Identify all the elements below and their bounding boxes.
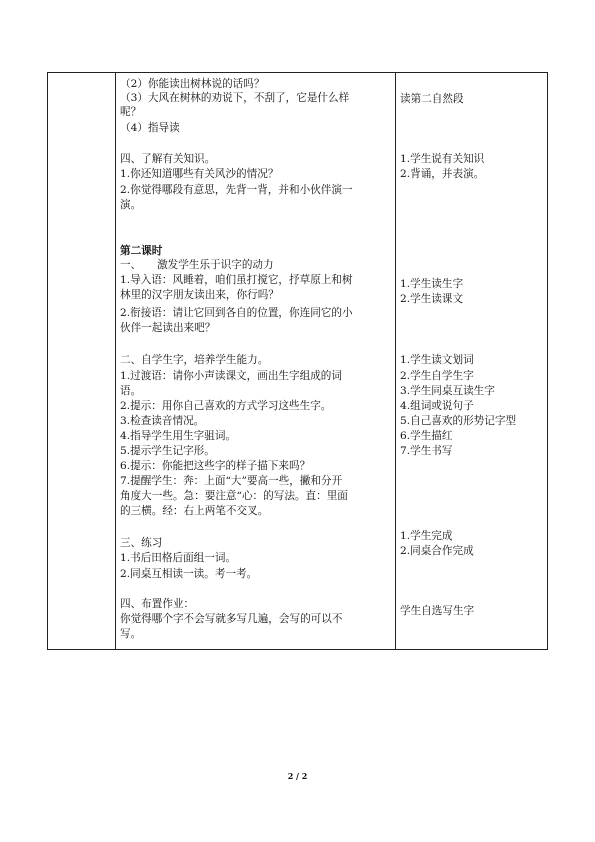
student-activity-line: 3.学生同桌互读生字: [400, 385, 495, 397]
student-activity-line: 1.学生完成: [400, 530, 453, 542]
teaching-step-line: 5.提示学生记字形。: [120, 445, 215, 457]
student-activity-line: 2.同桌合作完成: [400, 545, 474, 557]
teaching-step-line: 3.检查读音情况。: [120, 415, 205, 427]
teaching-step-line: （2）你能读出树林说的话吗？: [120, 78, 265, 90]
teaching-step-line: 呢？: [120, 106, 142, 118]
teaching-step-line: 三、练习: [120, 537, 163, 549]
lesson-table: [47, 72, 548, 650]
teaching-step-line: 你觉得哪个字不会写就多写几遍，会写的可以不: [120, 613, 343, 625]
page-number: 2 / 2: [287, 771, 308, 781]
teaching-step-line: 1.书后田格后面组一词。: [120, 552, 237, 564]
student-activity-line: 1.学生说有关知识: [400, 153, 485, 165]
teaching-step-line: 4.指导学生用生字驵词。: [120, 430, 237, 442]
student-activity-line: 4.组词或说句子: [400, 400, 474, 412]
teaching-step-line: 伙伴一起读出来吧？: [120, 322, 216, 334]
teaching-step-line: 6.提示：你能把这些字的样子描下来吗？: [120, 460, 311, 472]
teaching-step-line: 2.衔接语：请让它回到各自的位置，你连同它的小: [120, 307, 353, 319]
student-activity-line: 7.学生书写: [400, 445, 453, 457]
student-activity-line: 学生自选写生字: [400, 605, 475, 617]
student-activity-line: 1.学生读文划词: [400, 354, 474, 366]
teaching-step-line: 语。: [120, 385, 142, 397]
teaching-step-line: 2.同桌互相读一读。考一考。: [120, 568, 258, 580]
teaching-step-line: （3）大风在树林的劝说下，不刮了，它是什么样: [120, 92, 350, 104]
student-activity-line: 6.学生描红: [400, 430, 453, 442]
teaching-step-line: 7.提醒学生：奔：上面“大”要高一些，撇和分开: [120, 475, 343, 487]
student-activity-line: 读第二自然段: [400, 93, 464, 105]
teaching-step-line: 的三横。经：右上两笔不交叉。: [120, 505, 269, 517]
student-activity-line: 2.学生自学生字: [400, 370, 474, 382]
teaching-step-line: 二、自学生字，培养学生能力。: [120, 354, 269, 366]
teaching-step-line: （4）指导读: [120, 122, 180, 134]
student-activity-line: 2.学生读课文: [400, 293, 464, 305]
teaching-step-line: 四、了解有关知识。: [120, 153, 216, 165]
student-activity-line: 2.背诵，并表演。: [400, 168, 485, 180]
teaching-step-line: 一、 激发学生乐于识字的动力: [120, 259, 274, 271]
teaching-step-line: 写。: [120, 628, 142, 640]
column-divider-right: [395, 73, 396, 649]
student-activity-line: 5.自己喜欢的形势记字型: [400, 415, 517, 427]
teaching-step-line: 1.你还知道哪些有关风沙的情况？: [120, 168, 279, 180]
student-activity-line: 1.学生读生字: [400, 278, 464, 290]
teaching-step-line: 角度大一些。急：要注意“心：的写法。直：里面: [120, 490, 348, 502]
column-divider-left: [115, 73, 116, 649]
teaching-step-line: 四、布置作业：: [120, 598, 195, 610]
teaching-step-line: 2.你觉得哪段有意思，先背一背，并和小伙伴演一: [120, 184, 353, 196]
teaching-step-line: 第二课时: [120, 245, 163, 257]
teaching-step-line: 1.导入语：风睡着，咱们虽打搅它，抒草原上和树: [120, 274, 353, 286]
teaching-step-line: 2.提示：用你自己喜欢的方式学习这些生字。: [120, 400, 332, 412]
teaching-step-line: 1.过渡语：请你小声读课文，画出生字组成的词: [120, 370, 342, 382]
teaching-step-line: 林里的汉字朋友读出来，你行吗？: [120, 289, 279, 301]
teaching-step-line: 演。: [120, 199, 142, 211]
